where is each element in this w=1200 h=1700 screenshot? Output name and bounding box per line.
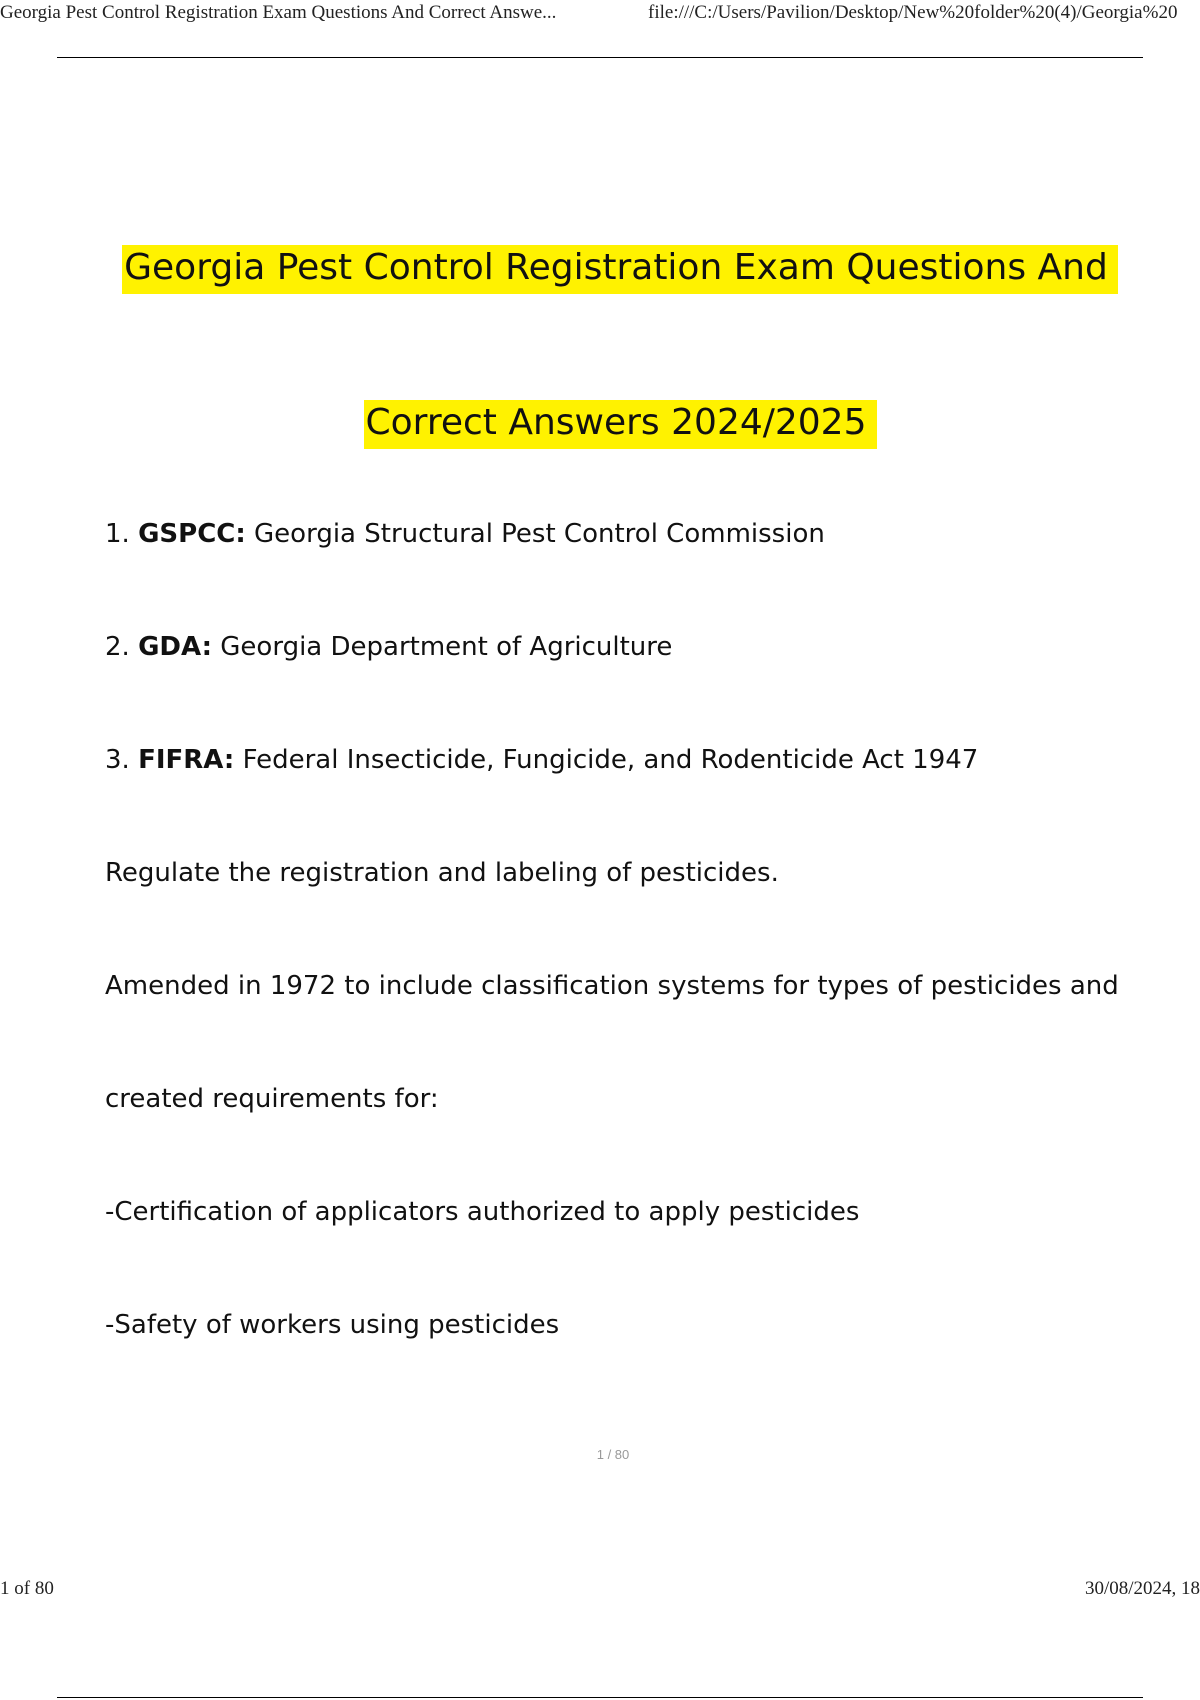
document-title-line-2: Correct Answers 2024/2025 xyxy=(364,400,877,449)
document-title-line-1: Georgia Pest Control Registration Exam Questions And xyxy=(122,245,1118,294)
item-term: FIFRA: xyxy=(138,745,235,775)
item-definition: Federal Insecticide, Fungicide, and Rodenticide Act 1947 xyxy=(242,745,979,775)
body-paragraph: Regulate the registration and labeling of pesticides. xyxy=(105,858,779,888)
print-footer-date: 30/08/2024, 18 xyxy=(1085,1578,1200,1599)
footer-divider xyxy=(57,1697,1143,1698)
list-item xyxy=(105,704,1105,817)
item-number: 1. xyxy=(105,519,130,549)
item-number: 2. xyxy=(105,632,130,662)
document-title xyxy=(60,190,1180,500)
list-item xyxy=(105,591,1105,704)
item-definition: Georgia Department of Agriculture xyxy=(220,632,673,662)
print-header xyxy=(0,0,1200,30)
page-counter: 1 / 80 xyxy=(596,1447,630,1462)
list-item xyxy=(105,478,1105,591)
item-definition: Georgia Structural Pest Control Commission xyxy=(254,519,825,549)
body-paragraph: -Certification of applicators authorized to apply pesticides xyxy=(105,1197,860,1227)
body-paragraph: Amended in 1972 to include classification systems for types of pesticides and xyxy=(105,971,1119,1001)
document-body xyxy=(105,478,1119,1382)
print-header-file-url: file:///C:/Users/Pavilion/Desktop/New%20folder%20(4)/Georgia%20 xyxy=(648,2,1178,23)
print-header-title: Georgia Pest Control Registration Exam Questions And Correct Answe... xyxy=(0,2,557,23)
print-footer-page-of: 1 of 80 xyxy=(0,1578,54,1599)
body-paragraph: -Safety of workers using pesticides xyxy=(105,1310,560,1340)
header-divider xyxy=(57,57,1143,58)
item-term: GSPCC: xyxy=(138,519,246,549)
item-term: GDA: xyxy=(138,632,213,662)
body-paragraph: created requirements for: xyxy=(105,1084,439,1114)
item-number: 3. xyxy=(105,745,130,775)
print-footer xyxy=(0,1578,1200,1606)
